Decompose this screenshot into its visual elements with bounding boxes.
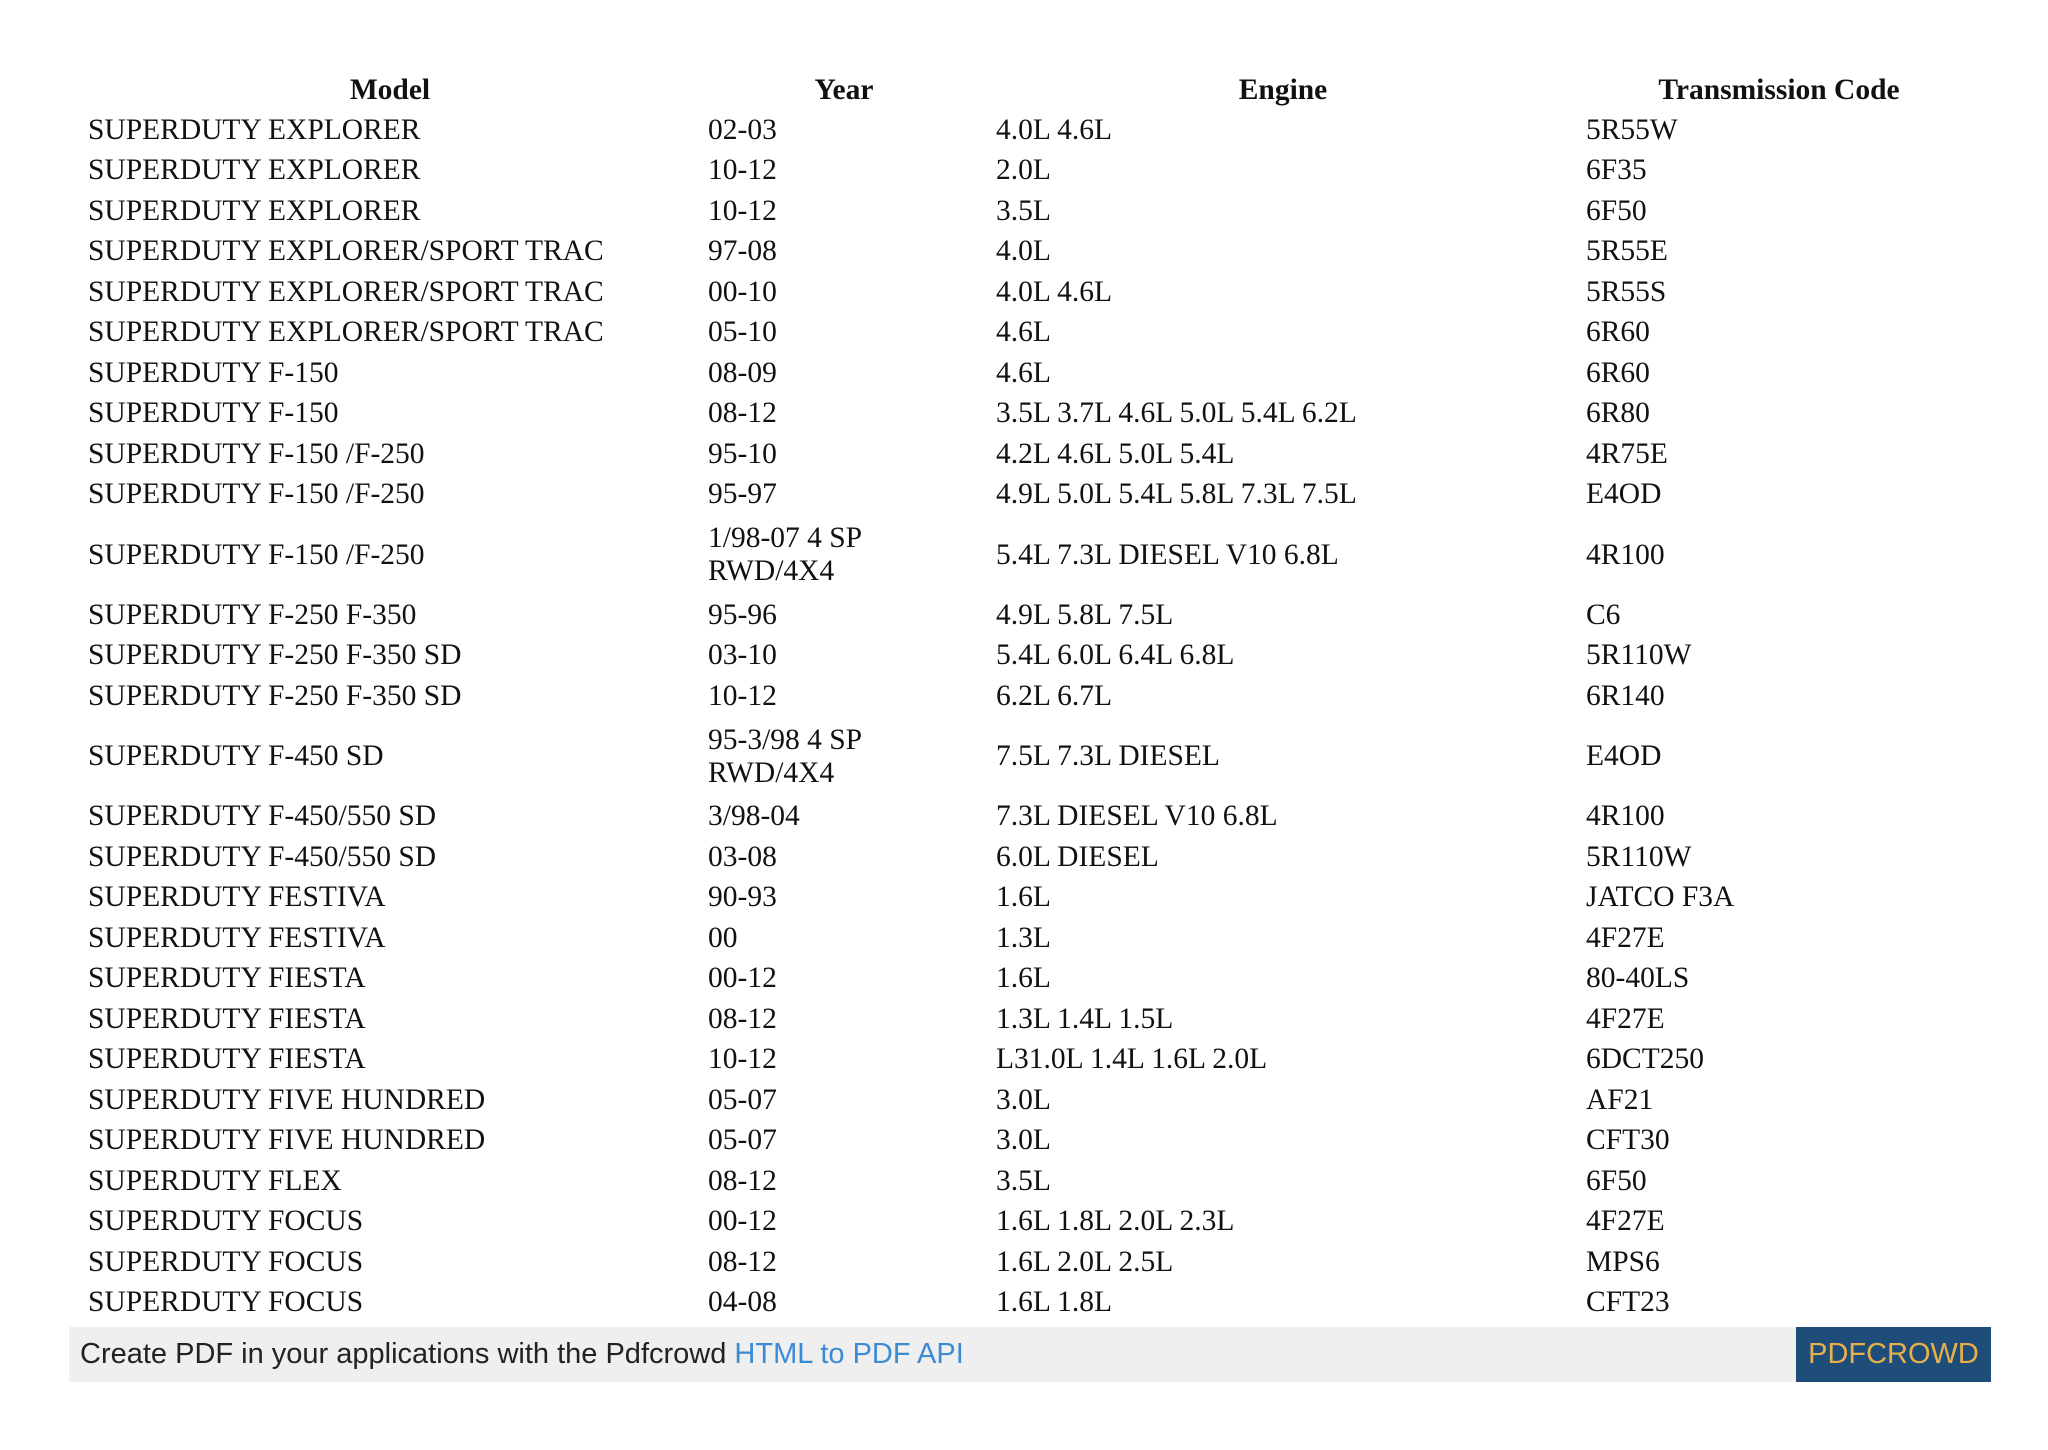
model-cell: SUPERDUTY EXPLORER/SPORT TRAC (88, 316, 604, 349)
engine-cell: 3.5L (996, 194, 1051, 227)
transmission-code-cell: C6 (1586, 598, 1621, 631)
table-row (80, 1121, 1980, 1162)
model-cell: SUPERDUTY F-450/550 SD (88, 840, 437, 873)
table-row (80, 595, 1980, 636)
table-row (80, 110, 1980, 151)
engine-cell: 7.3L DIESEL V10 6.8L (996, 800, 1278, 833)
engine-cell: 1.6L (996, 881, 1051, 914)
year-cell: 04-08 (708, 1286, 777, 1319)
transmission-code-cell: 80-40LS (1586, 962, 1690, 995)
transmission-code-cell: 6R60 (1586, 356, 1650, 389)
engine-cell: 4.2L 4.6L 5.0L 5.4L (996, 437, 1235, 470)
engine-cell: 1.3L (996, 921, 1051, 954)
table-row (80, 1202, 1980, 1243)
header-transmission-code: Transmission Code (1658, 74, 1900, 106)
model-cell: SUPERDUTY F-150 (88, 356, 339, 389)
year-cell: 08-12 (708, 1164, 777, 1197)
transmission-code-cell: 5R110W (1586, 840, 1692, 873)
engine-cell: 4.0L (996, 235, 1051, 268)
model-cell: SUPERDUTY FOCUS (88, 1245, 364, 1278)
transmission-code-cell: 6F35 (1586, 154, 1647, 187)
html-to-pdf-api-link[interactable]: HTML to PDF API (734, 1338, 964, 1370)
table-row (80, 434, 1980, 475)
model-cell: SUPERDUTY F-150 /F-250 (88, 538, 425, 571)
year-cell: 95-97 (708, 478, 777, 511)
transmission-code-cell: 5R55S (1586, 275, 1667, 308)
model-cell: SUPERDUTY FESTIVA (88, 921, 386, 954)
model-cell: SUPERDUTY EXPLORER/SPORT TRAC (88, 275, 604, 308)
year-cell: 05-07 (708, 1124, 777, 1157)
engine-cell: 1.3L 1.4L 1.5L (996, 1002, 1174, 1035)
table-row (80, 676, 1980, 717)
engine-cell: 1.6L (996, 962, 1051, 995)
model-cell: SUPERDUTY F-250 F-350 (88, 598, 417, 631)
transmission-code-cell: CFT23 (1586, 1286, 1670, 1319)
year-cell: 3/98-04 (708, 800, 800, 833)
year-cell: 95-96 (708, 598, 777, 631)
model-cell: SUPERDUTY FIVE HUNDRED (88, 1124, 486, 1157)
table-row (80, 636, 1980, 677)
engine-cell: L31.0L 1.4L 1.6L 2.0L (996, 1043, 1268, 1076)
model-cell: SUPERDUTY EXPLORER/SPORT TRAC (88, 235, 604, 268)
transmission-table-container (80, 70, 1980, 1323)
table-row (80, 837, 1980, 878)
year-cell: 95-3/98 4 SP RWD/4X4 (708, 723, 861, 789)
transmission-code-cell: 4R100 (1586, 538, 1665, 571)
transmission-code-cell: 5R55W (1586, 113, 1678, 146)
year-cell: 03-08 (708, 840, 777, 873)
transmission-table (80, 70, 1980, 1323)
transmission-code-cell: 4R100 (1586, 800, 1665, 833)
year-cell: 08-12 (708, 397, 777, 430)
engine-cell: 1.6L 1.8L (996, 1286, 1113, 1319)
transmission-code-cell: 4F27E (1586, 1002, 1665, 1035)
year-cell: 00-12 (708, 962, 777, 995)
table-row (80, 1242, 1980, 1283)
engine-cell: 1.6L 2.0L 2.5L (996, 1245, 1174, 1278)
year-cell: 08-12 (708, 1002, 777, 1035)
year-cell: 00 (708, 921, 738, 954)
model-cell: SUPERDUTY F-150 (88, 397, 339, 430)
transmission-code-cell: CFT30 (1586, 1124, 1670, 1157)
engine-cell: 5.4L 7.3L DIESEL V10 6.8L (996, 538, 1339, 571)
engine-cell: 4.6L (996, 356, 1051, 389)
year-cell: 08-09 (708, 356, 777, 389)
table-row (80, 515, 1980, 595)
year-cell: 10-12 (708, 194, 777, 227)
footer-text (80, 1327, 964, 1382)
engine-cell: 5.4L 6.0L 6.4L 6.8L (996, 639, 1235, 672)
table-row (80, 475, 1980, 516)
transmission-code-cell: 4F27E (1586, 921, 1665, 954)
engine-cell: 4.0L 4.6L (996, 113, 1113, 146)
transmission-code-cell: 4F27E (1586, 1205, 1665, 1238)
year-cell: 08-12 (708, 1245, 777, 1278)
model-cell: SUPERDUTY F-150 /F-250 (88, 437, 425, 470)
table-row (80, 999, 1980, 1040)
table-row (80, 232, 1980, 273)
engine-cell: 6.2L 6.7L (996, 679, 1113, 712)
table-row (80, 797, 1980, 838)
transmission-code-cell: 6F50 (1586, 1164, 1647, 1197)
model-cell: SUPERDUTY F-450/550 SD (88, 800, 437, 833)
model-cell: SUPERDUTY FLEX (88, 1164, 342, 1197)
engine-cell: 3.5L (996, 1164, 1051, 1197)
engine-cell: 7.5L 7.3L DIESEL (996, 740, 1220, 772)
model-cell: SUPERDUTY EXPLORER (88, 194, 421, 227)
table-row (80, 191, 1980, 232)
transmission-code-cell: E4OD (1586, 478, 1662, 511)
model-cell: SUPERDUTY FIVE HUNDRED (88, 1083, 486, 1116)
header-model: Model (349, 74, 431, 106)
year-cell: 10-12 (708, 154, 777, 187)
table-row (80, 313, 1980, 354)
table-row (80, 959, 1980, 1000)
engine-cell: 6.0L DIESEL (996, 840, 1159, 873)
table-row (80, 1283, 1980, 1324)
transmission-code-cell: 5R110W (1586, 639, 1692, 672)
table-row (80, 1080, 1980, 1121)
pdfcrowd-logo[interactable]: PDFCROWD (1796, 1327, 1991, 1382)
year-cell: 95-10 (708, 437, 777, 470)
engine-cell: 4.0L 4.6L (996, 275, 1113, 308)
model-cell: SUPERDUTY F-150 /F-250 (88, 478, 425, 511)
table-body (80, 110, 1980, 1323)
model-cell: SUPERDUTY F-450 SD (88, 740, 384, 772)
pdfcrowd-footer (69, 1327, 1991, 1382)
engine-cell: 1.6L 1.8L 2.0L 2.3L (996, 1205, 1235, 1238)
footer-message: Create PDF in your applications with the Pdfcrowd (80, 1338, 735, 1370)
engine-cell: 3.5L 3.7L 4.6L 5.0L 5.4L 6.2L (996, 397, 1357, 430)
year-cell: 10-12 (708, 679, 777, 712)
model-cell: SUPERDUTY FOCUS (88, 1286, 364, 1319)
table-header-row (80, 70, 1980, 110)
engine-cell: 3.0L (996, 1083, 1051, 1116)
year-cell: 97-08 (708, 235, 777, 268)
year-cell: 05-07 (708, 1083, 777, 1116)
model-cell: SUPERDUTY FOCUS (88, 1205, 364, 1238)
transmission-code-cell: 6F50 (1586, 194, 1647, 227)
table-row (80, 394, 1980, 435)
year-cell: 02-03 (708, 113, 777, 146)
model-cell: SUPERDUTY EXPLORER (88, 154, 421, 187)
table-row (80, 353, 1980, 394)
engine-cell: 4.9L 5.8L 7.5L (996, 598, 1174, 631)
engine-cell: 4.9L 5.0L 5.4L 5.8L 7.3L 7.5L (996, 478, 1357, 511)
transmission-code-cell: JATCO F3A (1586, 881, 1735, 914)
model-cell: SUPERDUTY EXPLORER (88, 113, 421, 146)
header-year: Year (814, 74, 874, 106)
transmission-code-cell: 5R55E (1586, 235, 1668, 268)
transmission-code-cell: 6R60 (1586, 316, 1650, 349)
year-cell: 1/98-07 4 SP RWD/4X4 (708, 522, 861, 587)
model-cell: SUPERDUTY FIESTA (88, 1002, 366, 1035)
table-row (80, 1040, 1980, 1081)
header-engine: Engine (1238, 74, 1328, 106)
transmission-code-cell: E4OD (1586, 740, 1662, 772)
year-cell: 00-12 (708, 1205, 777, 1238)
table-row (80, 717, 1980, 797)
table-row (80, 878, 1980, 919)
transmission-code-cell: 4R75E (1586, 437, 1668, 470)
model-cell: SUPERDUTY FIESTA (88, 1043, 366, 1076)
model-cell: SUPERDUTY F-250 F-350 SD (88, 679, 462, 712)
year-cell: 00-10 (708, 275, 777, 308)
transmission-code-cell: 6R80 (1586, 397, 1650, 430)
transmission-code-cell: AF21 (1586, 1083, 1654, 1116)
transmission-code-cell: 6R140 (1586, 679, 1665, 712)
year-cell: 03-10 (708, 639, 777, 672)
table-row (80, 151, 1980, 192)
transmission-code-cell: 6DCT250 (1586, 1043, 1704, 1076)
year-cell: 90-93 (708, 881, 777, 914)
model-cell: SUPERDUTY F-250 F-350 SD (88, 639, 462, 672)
table-row (80, 272, 1980, 313)
model-cell: SUPERDUTY FIESTA (88, 962, 366, 995)
year-cell: 05-10 (708, 316, 777, 349)
table-row (80, 1161, 1980, 1202)
year-cell: 10-12 (708, 1043, 777, 1076)
engine-cell: 3.0L (996, 1124, 1051, 1157)
engine-cell: 4.6L (996, 316, 1051, 349)
engine-cell: 2.0L (996, 154, 1051, 187)
table-row (80, 918, 1980, 959)
model-cell: SUPERDUTY FESTIVA (88, 881, 386, 914)
transmission-code-cell: MPS6 (1586, 1245, 1660, 1278)
